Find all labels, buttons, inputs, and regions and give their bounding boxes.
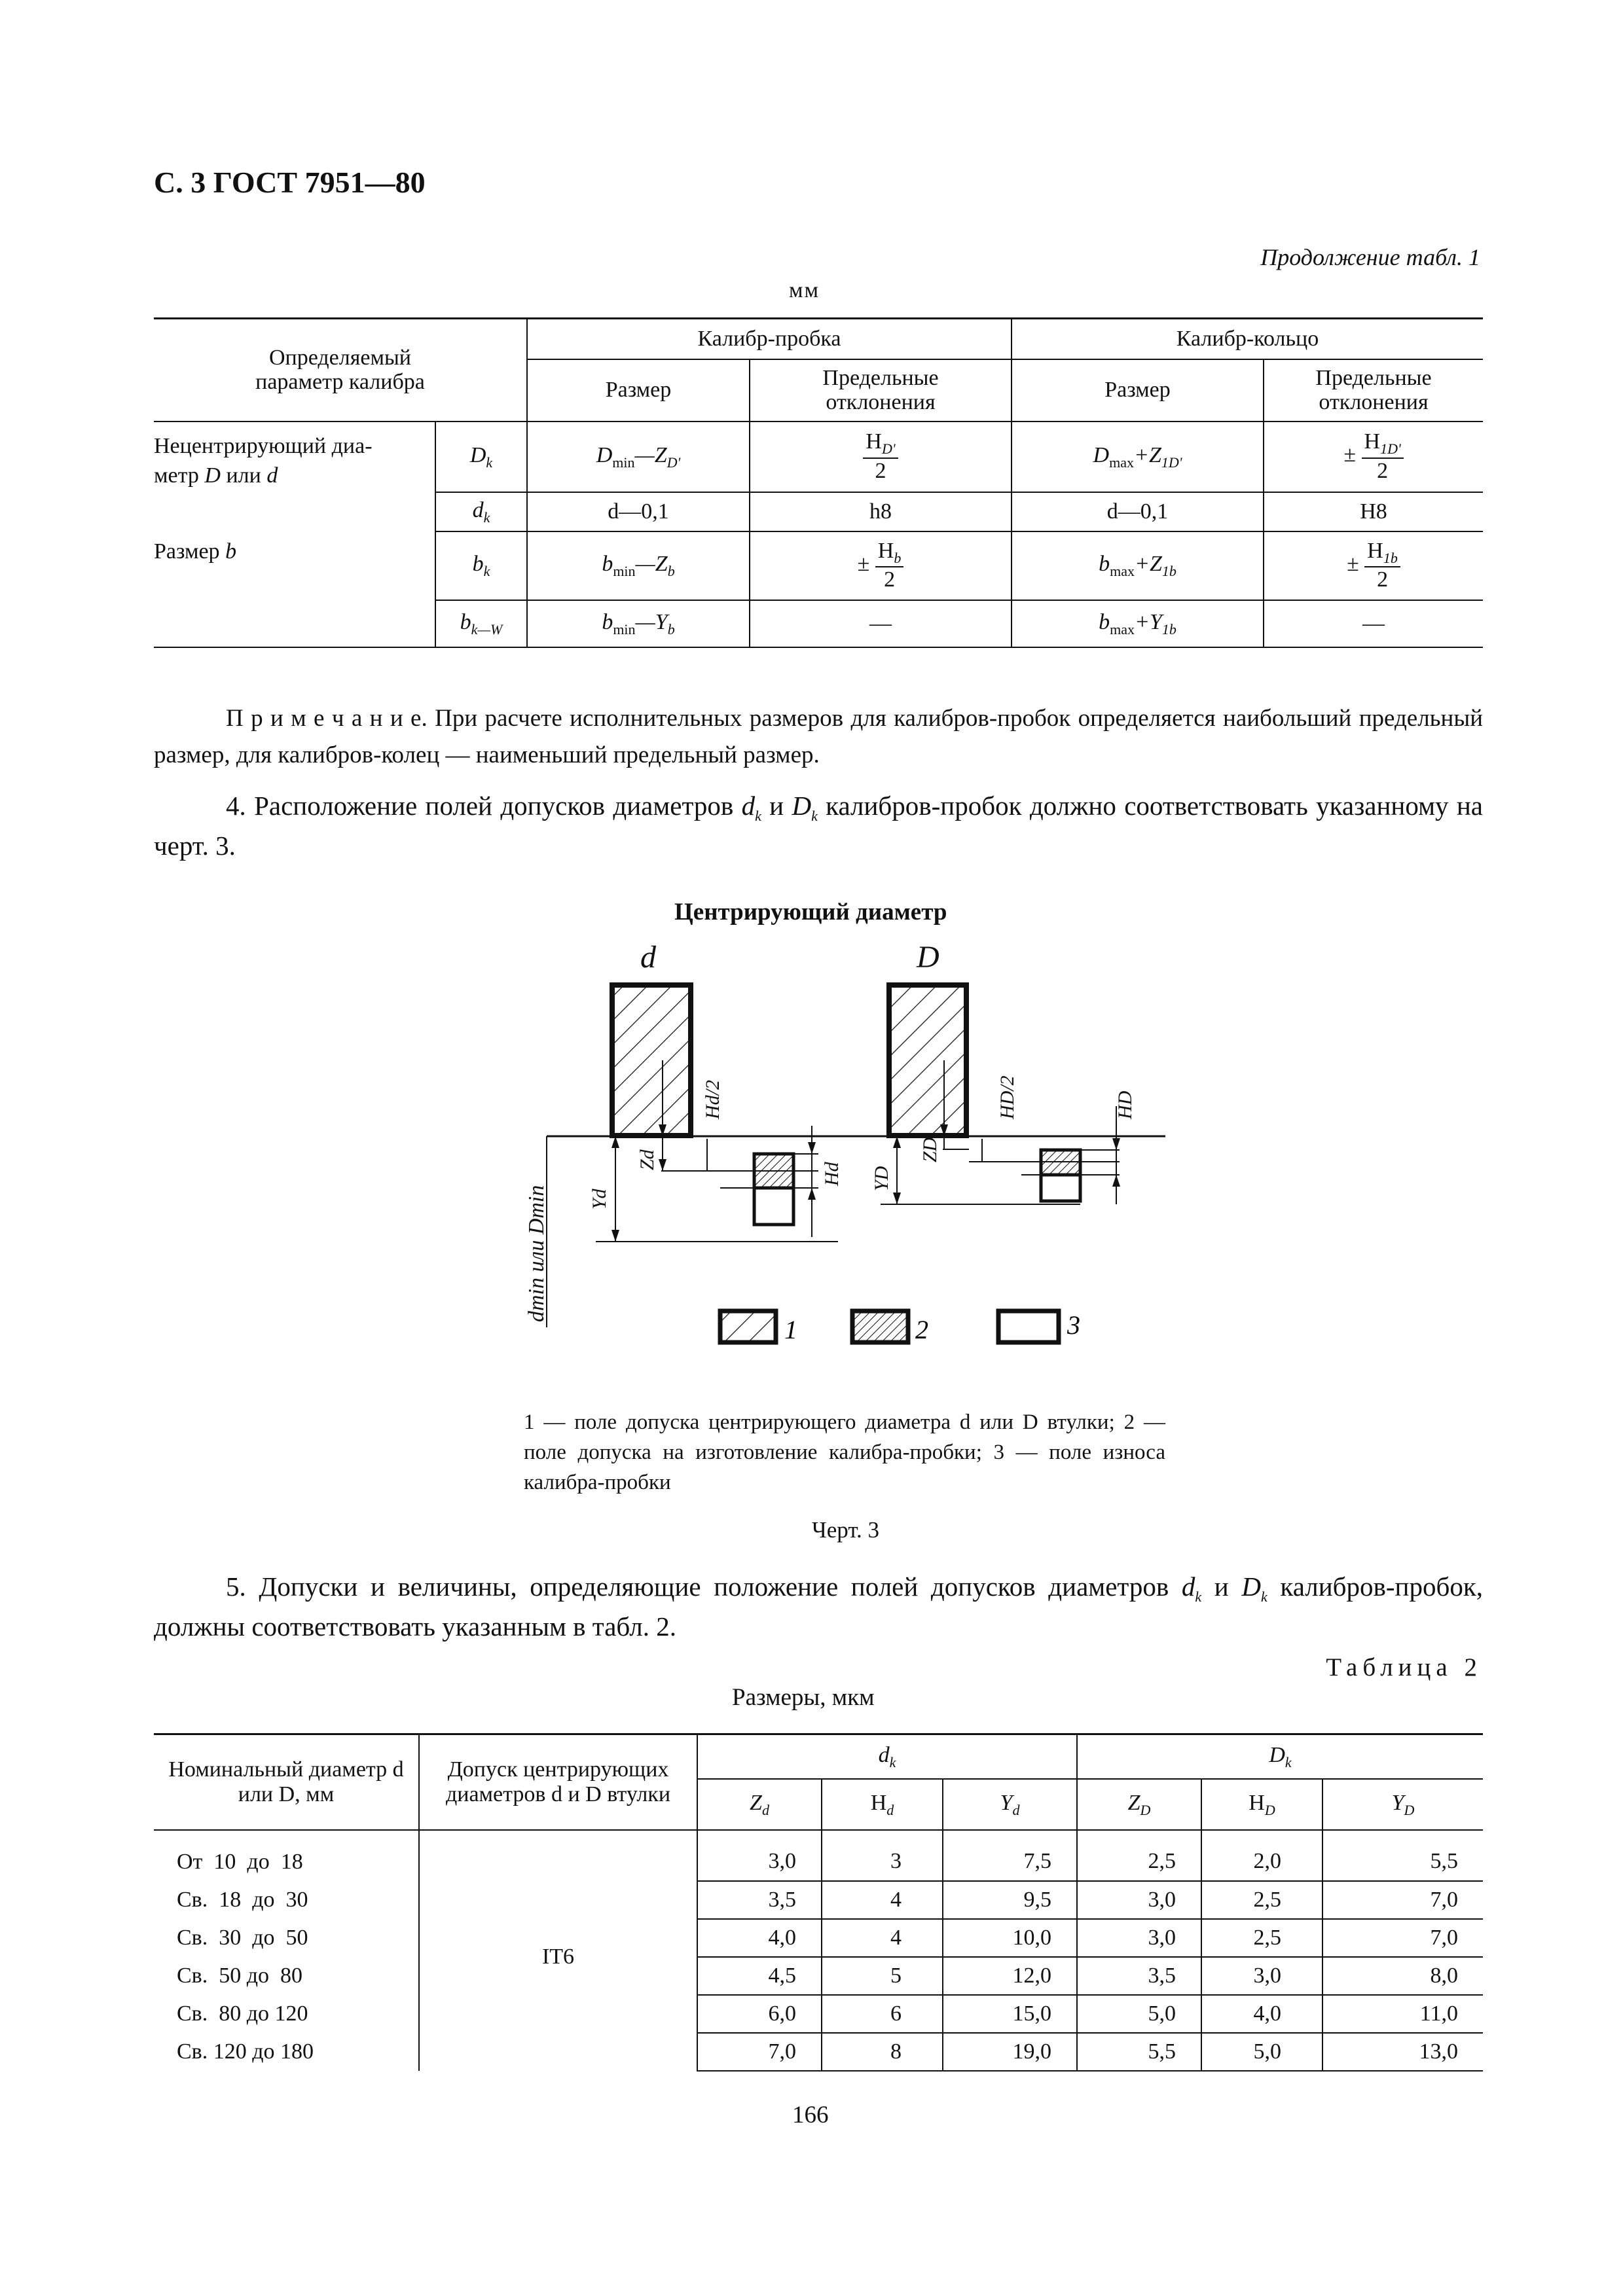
table1-plug-dev-bk: ± $\frac{H_b}{2}$ (750, 531, 1012, 600)
page-number: 166 (792, 2102, 829, 2128)
table2-cell-value: 10,0 (943, 1919, 1077, 1957)
table-row (154, 1881, 1483, 1919)
wear-field-d (754, 1188, 793, 1225)
legend-box-3 (998, 1311, 1059, 1342)
table1-note: П р и м е ч а н и е. При расчете исполнительных размеров для калибров-пробок определяется наибольший предельный размер, для калибров-колец — наименьший предельный размер. (154, 705, 1483, 768)
table2-cell-value: 2,5 (1201, 1881, 1322, 1919)
table2-header-tol: Допуск центрирующих диаметров d и D втулки (419, 1734, 697, 1830)
table2-units: Размеры, мкм (732, 1684, 875, 1711)
figure-caption: 1 — поле допуска центрирующего диаметра d или D втулки; 2 — поле допуска на изготовление калибра-пробки; 3 — поле износа калибра-пробки (524, 1410, 1165, 1495)
figure-tolerance-diagram (511, 929, 1178, 1374)
table-continuation-label: Продолжение табл. 1 (1260, 244, 1480, 270)
table1-ring-dev-Dk: ± $\frac{H_{1D'}}{2}$ (1264, 422, 1483, 492)
table1-header-param: Определяемый параметр калибра (154, 319, 527, 422)
table2-cell-value: 5,5 (1077, 2033, 1201, 2071)
table-row (154, 1843, 1483, 1881)
label-HD: HD (1114, 1090, 1136, 1119)
table2-cell-value: 3,0 (1077, 1881, 1201, 1919)
table1-ring-dev-bkW: — (1362, 611, 1385, 636)
table2-cell-value: 4 (822, 1919, 943, 1957)
table2-cell-value: 2,0 (1201, 1843, 1322, 1881)
table1-param-bk: $b_k$ (435, 531, 527, 600)
table2-cell-value: 6 (822, 1995, 943, 2033)
table1-plug-dev-Dk: $\frac{H_{D'}}{2}$ (750, 422, 1012, 492)
table1-plug-size-Dk: $D_{min}—Z_{D'}$ (527, 422, 750, 492)
table2-cell-value: 12,0 (943, 1957, 1077, 1995)
table2-sub-Hd: $H_d$ (822, 1779, 943, 1830)
table2-cell-value: 7,0 (1322, 1881, 1483, 1919)
wear-field-D (1041, 1175, 1080, 1201)
table1-plug-size-dk: d—0,1 (527, 492, 750, 531)
table2-cell-range: Св. 30 до 50 (154, 1919, 419, 1957)
table2-cell-value: 7,5 (943, 1843, 1077, 1881)
table-row (154, 1957, 1483, 1995)
table1-units: мм (789, 278, 820, 302)
table1-param-dk: $d_k$ (435, 492, 527, 531)
label-dmin: dmin или Dmin (524, 1185, 549, 1322)
figure-title: Центрирующий диаметр (674, 899, 947, 925)
table1-header-ring: Калибр-кольцо (1012, 319, 1483, 359)
table2-cell-value: 7,0 (697, 2033, 822, 2071)
table1-plug-dev-bkW: — (750, 600, 1012, 647)
bushing-field-D (889, 985, 966, 1136)
table2-header-Dk: $D_k$ (1077, 1734, 1483, 1779)
table2-cell-value: 8,0 (1322, 1957, 1483, 1995)
table2-header-nominal: Номинальный диаметр d или D, мм (154, 1734, 419, 1830)
table2-cell-value: 5,0 (1201, 2033, 1322, 2071)
table1-ring-dev-bk: ± $\frac{H_{1b}}{2}$ (1264, 531, 1483, 600)
table1-plug-size-bkW: $b_{min}—Y_b$ (527, 600, 750, 647)
table2-label: Таблица 2 (1326, 1653, 1482, 1681)
table2-cell-value: 9,5 (943, 1881, 1077, 1919)
label-D: D (917, 940, 939, 975)
table2-cell-range: Св. 120 до 180 (154, 2033, 419, 2071)
label-YD: YD (871, 1166, 892, 1191)
label-HD2: HD/2 (996, 1075, 1018, 1119)
table1-plug-dev-dk: h8 (750, 492, 1012, 531)
table2-cell-value: 4 (822, 1881, 943, 1919)
label-d: d (640, 940, 656, 975)
page-header: С. 3 ГОСТ 7951—80 (154, 166, 426, 199)
table2-cell-value: 19,0 (943, 2033, 1077, 2071)
table1-ring-size-Dk: $D_{max}+Z_{1D'}$ (1012, 422, 1264, 492)
label-Yd: Yd (589, 1189, 610, 1210)
table2 (154, 1733, 1483, 2072)
label-Hd: Hd (821, 1162, 843, 1186)
table2-cell-value: 8 (822, 2033, 943, 2071)
table2-cell-range: Св. 50 до 80 (154, 1957, 419, 1995)
table1-header-ring-size: Размер (1012, 359, 1264, 422)
table1-param-Dk: $D_k$ (435, 422, 527, 492)
table1-ring-size-bk: $b_{max}+Z_{1b}$ (1012, 531, 1264, 600)
legend-box-1 (720, 1311, 776, 1342)
table1-header-plug-size: Размер (527, 359, 750, 422)
table1-ring-size-dk: d—0,1 (1012, 492, 1264, 531)
table1-row-nondiameter-label: Нецентрирующий диа- метр D или d (154, 433, 373, 488)
table2-cell-value: 2,5 (1201, 1919, 1322, 1957)
legend-label-2: 2 (915, 1315, 928, 1344)
table1-row-b-label: Размер b (154, 539, 237, 564)
label-Zd: Zd (636, 1149, 658, 1170)
table2-sub-Yd: $Y_d$ (943, 1779, 1077, 1830)
table1-ring-dev-dk: H8 (1264, 492, 1483, 531)
paragraph-5: 5. Допуски и величины, определяющие положение полей допусков диаметров $d_k$ и $D_k$ калибров-пробок, должны соответствовать указанным в табл. 2. (154, 1571, 1484, 1642)
table2-cell-value: 5,0 (1077, 1995, 1201, 2033)
table2-cell-range: От 10 до 18 (154, 1843, 419, 1881)
table1-header-ring-dev: Предельные отклонения (1264, 359, 1483, 422)
table2-cell-value: 5,5 (1322, 1843, 1483, 1881)
table2-cell-value: 4,0 (697, 1919, 822, 1957)
table2-sub-YD: $Y_D$ (1322, 1779, 1483, 1830)
label-ZD: ZD (919, 1137, 941, 1162)
label-Hd2: Hd/2 (702, 1080, 723, 1119)
table2-cell-value: 11,0 (1322, 1995, 1483, 2033)
table2-cell-value: 7,0 (1322, 1919, 1483, 1957)
legend-label-3: 3 (1067, 1310, 1080, 1340)
table2-sub-HD: $H_D$ (1201, 1779, 1322, 1830)
table2-cell-value: 3,5 (1077, 1957, 1201, 1995)
table2-cell-value: 15,0 (943, 1995, 1077, 2033)
table2-cell-value: 3 (822, 1843, 943, 1881)
table2-cell-tolerance: IT6 (419, 1843, 697, 2071)
table2-cell-value: 5 (822, 1957, 943, 1995)
table2-cell-value: 4,0 (1201, 1995, 1322, 2033)
table1-header-plug: Калибр-пробка (527, 319, 1012, 359)
paragraph-4: 4. Расположение полей допусков диаметров $d_k$ и $D_k$ калибров-пробок должно соответствовать указанному на черт. 3. (154, 791, 1483, 861)
table2-cell-value: 2,5 (1077, 1843, 1201, 1881)
legend-label-1: 1 (784, 1315, 797, 1344)
table2-cell-value: 6,0 (697, 1995, 822, 2033)
table2-cell-value: 3,0 (697, 1843, 822, 1881)
table2-sub-ZD: $Z_D$ (1077, 1779, 1201, 1830)
table1-plug-size-bk: $b_{min}—Z_b$ (527, 531, 750, 600)
table2-cell-range: Св. 80 до 120 (154, 1995, 419, 2033)
table2-cell-value: 3,0 (1201, 1957, 1322, 1995)
table2-cell-value: 3,0 (1077, 1919, 1201, 1957)
table2-header-dk: $d_k$ (697, 1734, 1077, 1779)
bushing-field-d (612, 985, 691, 1136)
legend-box-2 (852, 1311, 908, 1342)
figure-number: Черт. 3 (812, 1517, 879, 1543)
table-row (154, 1919, 1483, 1957)
table2-cell-value: 13,0 (1322, 2033, 1483, 2071)
table1-ring-size-bkW: $b_{max}+Y_{1b}$ (1012, 600, 1264, 647)
table2-cell-value: 3,5 (697, 1881, 822, 1919)
table1 (154, 317, 1483, 648)
table-row (154, 2033, 1483, 2071)
table2-sub-Zd: $Z_d$ (697, 1779, 822, 1830)
table1-header-plug-dev: Предельные отклонения (750, 359, 1012, 422)
table-row (154, 1995, 1483, 2033)
table2-cell-range: Св. 18 до 30 (154, 1881, 419, 1919)
table1-param-bkW: $b_{k—W}$ (435, 600, 527, 647)
table2-cell-value: 4,5 (697, 1957, 822, 1995)
